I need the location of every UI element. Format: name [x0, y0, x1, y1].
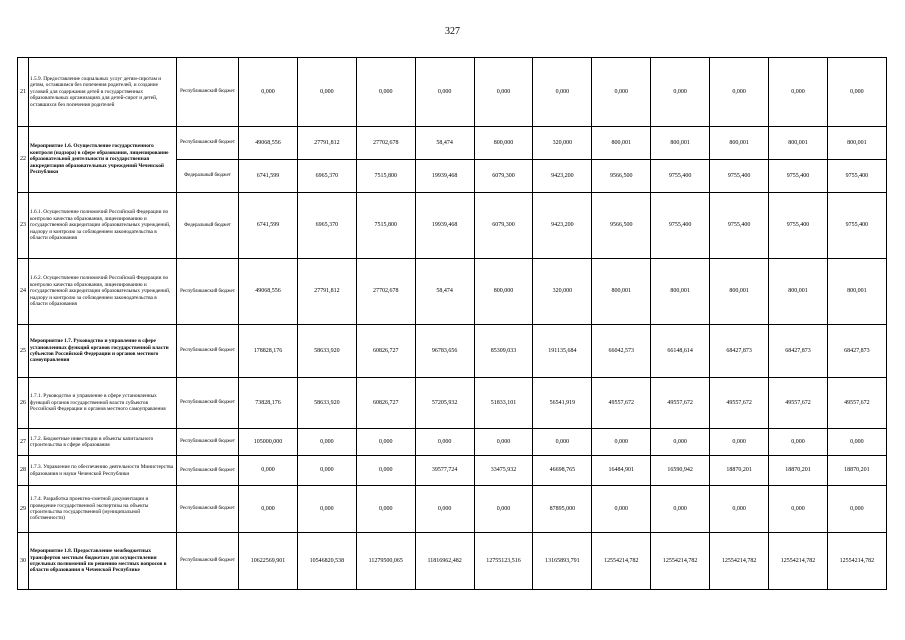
activity-name: Мероприятие 1.7. Руководство и управление в сфере установленных функций органов государственной власти субъектов Российской Федерации и органов местного самоуправления [29, 325, 177, 378]
funding-value: 0,000 [356, 429, 415, 456]
funding-value: 800,001 [827, 259, 886, 325]
activity-name: Мероприятие 1.6. Осуществление государственного контроля (надзора) в сфере образования, лицензирование образовательной деятельности и государственная аккредитация образовательных учреждений Чеченской Республики [29, 127, 177, 193]
page-number: 327 [445, 26, 460, 37]
funding-value: 0,000 [356, 58, 415, 127]
funding-value: 0,000 [827, 429, 886, 456]
funding-value: 9755,400 [651, 193, 710, 259]
activity-name: 1.7.2. Бюджетные инвестиции в объекты капитального строительства в сфере образования [29, 429, 177, 456]
funding-value: 12755123,516 [474, 533, 533, 590]
funding-value: 11279500,065 [356, 533, 415, 590]
funding-value: 0,000 [239, 456, 298, 486]
row-number: 25 [18, 325, 29, 378]
funding-value: 49557,672 [710, 378, 769, 429]
funding-value: 49557,672 [769, 378, 828, 429]
funding-value: 800,001 [769, 127, 828, 160]
funding-value: 0,000 [415, 58, 474, 127]
funding-value: 13165893,791 [533, 533, 592, 590]
funding-source: Республиканский бюджет [177, 378, 239, 429]
activity-name: 1.6.2. Осуществление полномочий Российской Федерации по контролю качества образования, лицензированию и государственной аккредитации образовательных учреждений, надзору и контролю за соблюдением законодательства в области образования [29, 259, 177, 325]
table-row [18, 325, 887, 378]
funding-value: 27702,678 [356, 127, 415, 160]
funding-source: Республиканский бюджет [177, 259, 239, 325]
funding-value: 85309,033 [474, 325, 533, 378]
table-row [18, 533, 887, 590]
funding-value: 27702,678 [356, 259, 415, 325]
funding-value: 9755,400 [769, 193, 828, 259]
funding-value: 800,001 [651, 259, 710, 325]
funding-value: 9755,400 [769, 160, 828, 193]
funding-value: 12554214,782 [651, 533, 710, 590]
funding-value: 57205,932 [415, 378, 474, 429]
funding-value: 7515,800 [356, 160, 415, 193]
funding-value: 800,001 [710, 259, 769, 325]
funding-value: 19939,468 [415, 193, 474, 259]
funding-value: 87895,000 [533, 486, 592, 533]
funding-value: 6741,599 [239, 160, 298, 193]
table-row [18, 429, 887, 456]
funding-value: 0,000 [239, 58, 298, 127]
funding-source: Республиканский бюджет [177, 58, 239, 127]
funding-value: 16590,942 [651, 456, 710, 486]
funding-value: 49557,672 [827, 378, 886, 429]
funding-value: 39577,724 [415, 456, 474, 486]
funding-value: 800,001 [769, 259, 828, 325]
row-number: 24 [18, 259, 29, 325]
row-number: 22 [18, 127, 29, 193]
funding-value: 0,000 [239, 486, 298, 533]
funding-value: 0,000 [533, 429, 592, 456]
funding-value: 0,000 [474, 486, 533, 533]
funding-source: Республиканский бюджет [177, 533, 239, 590]
funding-value: 0,000 [592, 429, 651, 456]
funding-value: 320,000 [533, 259, 592, 325]
funding-value: 9755,400 [651, 160, 710, 193]
funding-value: 68427,873 [710, 325, 769, 378]
funding-value: 10546820,538 [297, 533, 356, 590]
funding-value: 68427,873 [827, 325, 886, 378]
funding-value: 0,000 [474, 429, 533, 456]
funding-value: 0,000 [827, 58, 886, 127]
funding-value: 18870,201 [769, 456, 828, 486]
funding-value: 58633,920 [297, 378, 356, 429]
funding-value: 9566,500 [592, 160, 651, 193]
funding-value: 0,000 [533, 58, 592, 127]
funding-value: 12554214,782 [592, 533, 651, 590]
funding-source: Республиканский бюджет [177, 325, 239, 378]
funding-value: 66042,573 [592, 325, 651, 378]
funding-value: 0,000 [415, 486, 474, 533]
funding-value: 0,000 [474, 58, 533, 127]
funding-value: 60826,727 [356, 325, 415, 378]
funding-value: 58,474 [415, 259, 474, 325]
funding-value: 9755,400 [827, 193, 886, 259]
funding-value: 0,000 [769, 429, 828, 456]
funding-value: 191135,684 [533, 325, 592, 378]
funding-value: 9423,200 [533, 193, 592, 259]
funding-value: 6741,599 [239, 193, 298, 259]
table-row [18, 259, 887, 325]
funding-value: 0,000 [592, 58, 651, 127]
funding-value: 800,001 [827, 127, 886, 160]
funding-value: 0,000 [710, 429, 769, 456]
funding-value: 0,000 [415, 429, 474, 456]
funding-value: 56541,919 [533, 378, 592, 429]
funding-value: 9755,400 [710, 193, 769, 259]
funding-value: 800,000 [474, 127, 533, 160]
funding-value: 49557,672 [651, 378, 710, 429]
funding-source: Республиканский бюджет [177, 456, 239, 486]
funding-value: 10622569,901 [239, 533, 298, 590]
funding-value: 33475,932 [474, 456, 533, 486]
funding-value: 800,001 [592, 127, 651, 160]
funding-value: 12554214,782 [827, 533, 886, 590]
funding-value: 11816962,482 [415, 533, 474, 590]
budget-table-body [18, 58, 887, 590]
row-number: 23 [18, 193, 29, 259]
funding-value: 49557,672 [592, 378, 651, 429]
funding-value: 800,001 [651, 127, 710, 160]
funding-value: 0,000 [297, 486, 356, 533]
row-number: 27 [18, 429, 29, 456]
activity-name: 1.6.1. Осуществление полномочий Российской Федерации по контролю качества образования, лицензированию и государственной аккредитации образовательных учреждений, надзору и контролю за соблюдением законодательства в области образования [29, 193, 177, 259]
funding-value: 0,000 [827, 486, 886, 533]
table-row [18, 456, 887, 486]
activity-name: 1.7.4. Разработка проектно-сметной документации и проведение государственной экспертизы на объекты строительства государственной (муниципальной собственности) [29, 486, 177, 533]
activity-name: Мероприятие 1.8. Предоставление межбюджетных трансфертов местным бюджетам для осуществления отдельных полномочий по решению местных вопросов в области образования в Чеченской Республике [29, 533, 177, 590]
funding-value: 46698,765 [533, 456, 592, 486]
funding-value: 68427,873 [769, 325, 828, 378]
funding-value: 0,000 [297, 58, 356, 127]
row-number: 26 [18, 378, 29, 429]
funding-value: 66148,614 [651, 325, 710, 378]
activity-name: 1.7.3. Управление по обеспечению деятельности Министерства образования и науки Чеченской Республики [29, 456, 177, 486]
funding-value: 9755,400 [827, 160, 886, 193]
funding-value: 16484,901 [592, 456, 651, 486]
funding-value: 105000,000 [239, 429, 298, 456]
funding-value: 800,001 [710, 127, 769, 160]
table-row [18, 58, 887, 127]
funding-value: 800,001 [592, 259, 651, 325]
funding-value: 51833,101 [474, 378, 533, 429]
funding-source: Республиканский бюджет [177, 127, 239, 160]
funding-value: 27791,812 [297, 127, 356, 160]
table-row [18, 378, 887, 429]
funding-value: 320,000 [533, 127, 592, 160]
funding-value: 6965,370 [297, 160, 356, 193]
funding-value: 12554214,782 [710, 533, 769, 590]
funding-value: 19939,468 [415, 160, 474, 193]
funding-value: 49068,556 [239, 127, 298, 160]
table-row [18, 486, 887, 533]
funding-value: 9755,400 [710, 160, 769, 193]
funding-value: 178828,176 [239, 325, 298, 378]
funding-source: Федеральный бюджет [177, 160, 239, 193]
funding-value: 0,000 [651, 429, 710, 456]
funding-value: 6079,300 [474, 193, 533, 259]
funding-value: 6965,370 [297, 193, 356, 259]
funding-value: 0,000 [769, 486, 828, 533]
funding-value: 58,474 [415, 127, 474, 160]
funding-value: 0,000 [592, 486, 651, 533]
funding-value: 18870,201 [710, 456, 769, 486]
funding-source: Республиканский бюджет [177, 486, 239, 533]
table-row [18, 127, 887, 160]
funding-value: 18870,201 [827, 456, 886, 486]
row-number: 21 [18, 58, 29, 127]
funding-source: Федеральный бюджет [177, 193, 239, 259]
row-number: 30 [18, 533, 29, 590]
row-number: 29 [18, 486, 29, 533]
funding-value: 0,000 [356, 486, 415, 533]
activity-name: 1.5.9. Предоставление социальных услуг детям-сиротам и детям, оставшимся без попечения родителей, и создание условий для содержания детей в государственных образовательных организациях для детей-сирот и детей, оставшихся без попечения родителей [29, 58, 177, 127]
funding-value: 0,000 [769, 58, 828, 127]
funding-value: 27791,812 [297, 259, 356, 325]
funding-value: 6079,300 [474, 160, 533, 193]
funding-value: 0,000 [297, 429, 356, 456]
budget-table [17, 57, 887, 590]
funding-value: 12554214,782 [769, 533, 828, 590]
funding-value: 7515,800 [356, 193, 415, 259]
funding-value: 0,000 [710, 58, 769, 127]
funding-value: 800,000 [474, 259, 533, 325]
funding-value: 0,000 [651, 486, 710, 533]
table-row [18, 193, 887, 259]
funding-value: 0,000 [710, 486, 769, 533]
activity-name: 1.7.1. Руководство и управление в сфере установленных функций органов государственной власти субъектов Российской Федерации и органов местного самоуправления [29, 378, 177, 429]
funding-value: 58633,920 [297, 325, 356, 378]
funding-value: 9566,500 [592, 193, 651, 259]
funding-source: Республиканский бюджет [177, 429, 239, 456]
funding-value: 96783,656 [415, 325, 474, 378]
funding-value: 9423,200 [533, 160, 592, 193]
funding-value: 0,000 [297, 456, 356, 486]
funding-value: 0,000 [356, 456, 415, 486]
funding-value: 60826,727 [356, 378, 415, 429]
row-number: 28 [18, 456, 29, 486]
funding-value: 0,000 [651, 58, 710, 127]
funding-value: 49068,556 [239, 259, 298, 325]
funding-value: 73828,176 [239, 378, 298, 429]
